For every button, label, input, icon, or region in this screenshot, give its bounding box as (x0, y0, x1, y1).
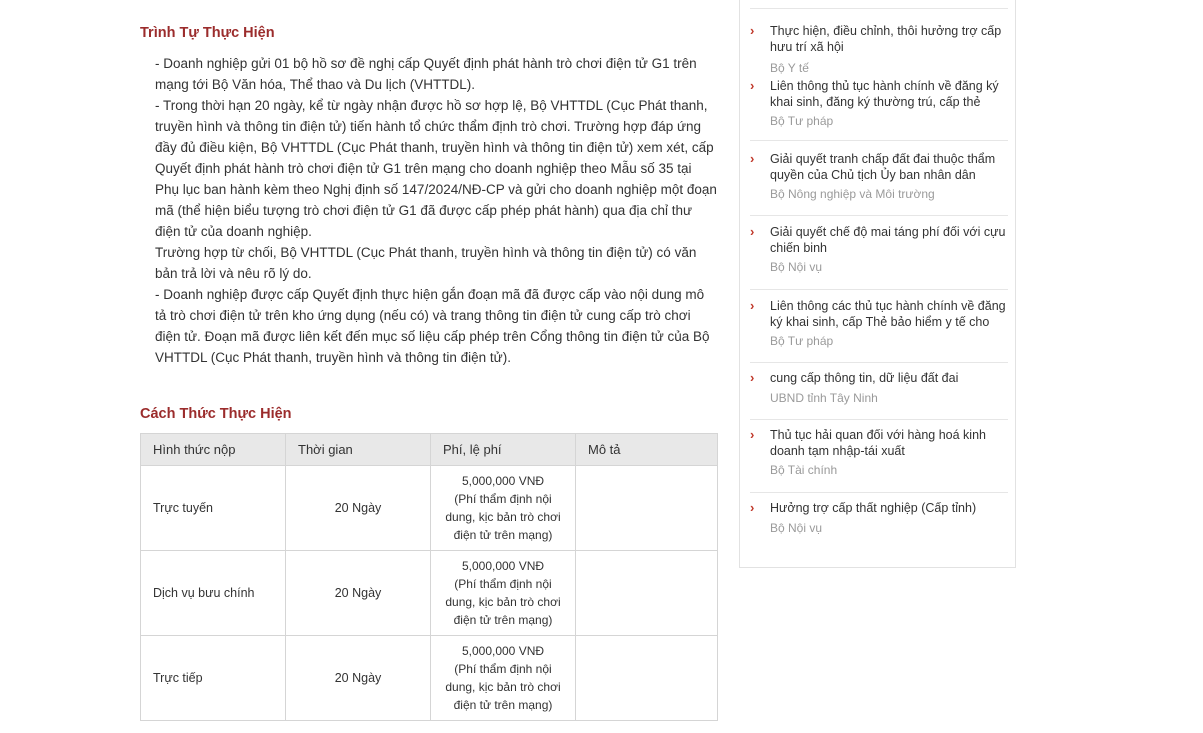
table-row (141, 551, 718, 636)
cell-form: Trực tiếp (141, 636, 286, 721)
chevron-right-icon: › (750, 500, 755, 515)
related-procedure-agency: Bộ Tư pháp (770, 114, 834, 128)
chevron-right-icon: › (750, 224, 755, 239)
related-procedure-agency: Bộ Nội vụ (770, 521, 823, 535)
fee-amount: 5,000,000 VNĐ (461, 559, 545, 573)
procedure-paragraph: - Doanh nghiệp được cấp Quyết định thực hiện gắn đoạn mã đã được cấp vào nội dung mô tả trò chơi điện tử trên kho ứng dụng (nếu có) và trang thông tin điện tử cung cấp trò chơi điện tử. Đoạn mã được liên kết đến mục số liệu cấp phép trên Cổng thông tin điện tử của Bộ VHTTDL (Cục Phát thanh, truyền hình và thông tin điện tử). (155, 287, 710, 365)
related-procedure-agency: Bộ Tài chính (770, 463, 838, 477)
related-procedure-item[interactable] (750, 362, 1008, 419)
cell-fee (431, 466, 576, 551)
fee-note: (Phí thẩm định nội dung, kịc bản trò chơi điện tử trên mạng) (445, 577, 561, 627)
fee-amount: 5,000,000 VNĐ (461, 644, 545, 658)
related-procedure-item[interactable] (750, 140, 1008, 213)
chevron-right-icon: › (750, 151, 755, 166)
related-procedure-title[interactable]: Liên thông thủ tục hành chính về đăng ký khai sinh, đăng ký thường trú, cấp thẻ (770, 79, 999, 109)
fee-note: (Phí thẩm định nội dung, kịc bản trò chơi điện tử trên mạng) (445, 662, 561, 712)
header-desc: Mô tả (576, 434, 718, 466)
chevron-right-icon: › (750, 23, 755, 38)
procedure-paragraph: - Doanh nghiệp gửi 01 bộ hồ sơ đề nghị cấp Quyết định phát hành trò chơi điện tử G1 trên mạng tới Bộ Văn hóa, Thể thao và Du lịch (VHTTDL). (155, 56, 697, 92)
related-procedure-agency: Bộ Y tế (770, 61, 809, 75)
related-procedure-title[interactable]: cung cấp thông tin, dữ liệu đất đai (770, 371, 959, 385)
procedure-text (155, 53, 718, 368)
cell-time: 20 Ngày (286, 636, 431, 721)
related-procedure-agency: Bộ Nội vụ (770, 260, 823, 274)
related-procedure-agency: UBND tỉnh Tây Ninh (770, 391, 878, 405)
cell-desc (576, 551, 718, 636)
chevron-right-icon: › (750, 370, 755, 385)
related-procedure-item[interactable] (750, 492, 1008, 549)
related-procedure-agency: Bộ Nông nghiệp và Môi trường (770, 187, 935, 201)
header-fee: Phí, lệ phí (431, 434, 576, 466)
fee-note: (Phí thẩm định nội dung, kịc bản trò chơi điện tử trên mạng) (445, 492, 561, 542)
method-table (140, 433, 718, 721)
related-procedure-item[interactable] (750, 8, 1008, 81)
related-procedure-title[interactable]: Giải quyết chế độ mai táng phí đối với cựu chiến binh (770, 225, 1006, 255)
related-procedure-title[interactable]: Liên thông các thủ tục hành chính về đăng ký khai sinh, cấp Thẻ bảo hiểm y tế cho (770, 299, 1006, 329)
related-procedure-item[interactable] (750, 289, 1008, 362)
cell-desc (576, 636, 718, 721)
procedure-paragraph: - Trong thời hạn 20 ngày, kể từ ngày nhận được hồ sơ hợp lệ, Bộ VHTTDL (Cục Phát thanh, truyền hình và thông tin điện tử) tiến hành tổ chức thẩm định trò chơi. Trường hợp đáp ứng đầy đủ điều kiện, Bộ VHTTDL (Cục Phát thanh, truyền hình và thông tin điện tử) xem xét, cấp Quyết định phát hành trò chơi điện tử G1 trên mạng cho doanh nghiệp theo Mẫu số 35 tại Phụ lục ban hành kèm theo Nghị định số 147/2024/NĐ-CP và gửi cho doanh nghiệp một đoạn mã (thể hiện biểu tượng trò chơi điện tử G1 đã được cấp phép phát hành) qua địa chỉ thư điện tử của doanh nghiệp. (155, 98, 717, 239)
cell-form: Dịch vụ bưu chính (141, 551, 286, 636)
related-procedure-title[interactable]: Hưởng trợ cấp thất nghiệp (Cấp tỉnh) (770, 501, 977, 515)
cell-form: Trực tuyến (141, 466, 286, 551)
procedure-title: Trình Tự Thực Hiện (140, 25, 275, 41)
related-procedure-title[interactable]: Thực hiện, điều chỉnh, thôi hưởng trợ cấp hưu trí xã hội (770, 24, 1002, 54)
chevron-right-icon: › (750, 427, 755, 442)
related-procedure-agency: Bộ Tư pháp (770, 334, 834, 348)
fee-amount: 5,000,000 VNĐ (461, 474, 545, 488)
related-procedure-title[interactable]: Giải quyết tranh chấp đất đai thuộc thẩm quyền của Chủ tịch Ủy ban nhân dân (770, 152, 996, 182)
header-form: Hình thức nộp (141, 434, 286, 466)
chevron-right-icon: › (750, 298, 755, 313)
procedure-paragraph: Trường hợp từ chối, Bộ VHTTDL (Cục Phát thanh, truyền hình và thông tin điện tử) có văn bản trả lời và nêu rõ lý do. (155, 245, 697, 281)
header-time: Thời gian (286, 434, 431, 466)
related-procedures-sidebar (739, 0, 1016, 568)
cell-time: 20 Ngày (286, 466, 431, 551)
table-row (141, 466, 718, 551)
cell-fee (431, 551, 576, 636)
method-title: Cách Thức Thực Hiện (140, 406, 292, 422)
cell-desc (576, 466, 718, 551)
related-procedure-title[interactable]: Thủ tục hải quan đối với hàng hoá kinh doanh tạm nhập-tái xuất (770, 428, 986, 458)
table-header-row (141, 434, 718, 466)
related-procedure-item[interactable] (750, 215, 1008, 288)
chevron-right-icon: › (750, 78, 755, 93)
table-row (141, 636, 718, 721)
cell-fee (431, 636, 576, 721)
cell-time: 20 Ngày (286, 551, 431, 636)
related-procedure-item[interactable] (750, 419, 1008, 492)
